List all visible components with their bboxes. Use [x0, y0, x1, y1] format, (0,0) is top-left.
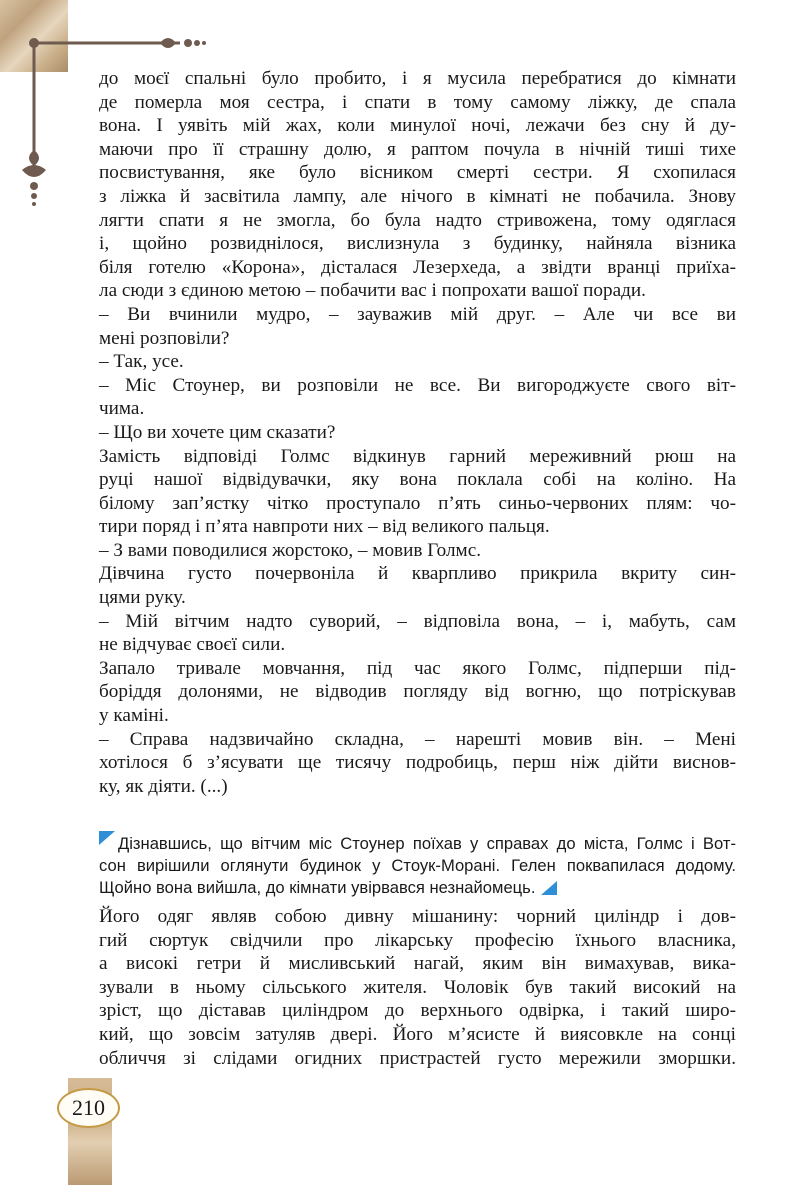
- paragraph-line: – Міс Стоунер, ви розповіли не все. Ви вигороджуєте свого віт-: [99, 374, 736, 396]
- paragraph-line: гий сюртук свідчили про лікарську професію їхнього власника,: [99, 929, 736, 951]
- paragraph-line: – З вами поводилися жорстоко, – мовив Голмс.: [99, 539, 482, 561]
- paragraph-line: не відчуває своєї сили.: [99, 634, 286, 656]
- page-number: 210: [57, 1088, 120, 1128]
- paragraph-line: до моєї спальні було пробито, і я мусила перебратися до кімнати: [99, 68, 736, 89]
- paragraph-line: з ліжка й засвітила лампу, але нічого в кімнаті не побачила. Знову: [99, 185, 736, 207]
- note-text: Щойно вона вийшла, до кімнати увірвався незнайомець.: [99, 878, 536, 897]
- paragraph-line: хотілося б з’ясувати ще тисячу подробиць, перш ніж дійти виснов-: [99, 752, 736, 774]
- paragraph-line: Запало тривале мовчання, під час якого Голмс, підперши під-: [99, 657, 736, 679]
- note-start-marker-icon: [99, 831, 115, 845]
- paragraph-line: посвистування, яке було вісником смерті сестри. Я схопилася: [99, 162, 736, 184]
- paragraph-line: лягти спати я не змогла, бо була надто стривожена, тому одяглася: [99, 209, 736, 231]
- paragraph-line: кий, що зовсім затуляв двері. Його м’ясисте й виясовкле на сонці: [99, 1023, 736, 1045]
- paragraph-line: – Справа надзвичайно складна, – нарешті мовив він. – Мені: [99, 728, 736, 750]
- continuation-text: [99, 905, 736, 1070]
- paragraph-line: зували в ньому сільського жителя. Чоловік був такий високий на: [99, 976, 736, 998]
- paragraph-line: – Мій вітчим надто суворий, – відповіла вона, – і, мабуть, сам: [99, 610, 736, 632]
- paragraph-line: руці нашої відвідувачки, яку вона поклала собі на коліно. На: [99, 469, 736, 491]
- paragraph-line: ку, як діяти. (...): [99, 775, 228, 797]
- paragraph-line: Дівчина густо почервоніла й кваpпливо прикрила вкриту син-: [99, 563, 736, 585]
- summary-note: [99, 831, 736, 899]
- paragraph-line: маючи про її страшну долю, я раптом почула в нічній тиші тихе: [99, 138, 736, 160]
- paragraph-line: біля готелю «Корона», дісталася Лезерхеда, а звідти вранці приїха-: [99, 256, 736, 278]
- paragraph-line: – Так, усе.: [99, 351, 184, 373]
- note-line: [99, 831, 736, 855]
- paragraph-line: Його одяг являв собою дивну мішанину: чорний циліндр і дов-: [99, 906, 736, 927]
- paragraph-line: обличчя зі слідами огидних пристрастей густо мережили зморшки.: [99, 1047, 736, 1069]
- paragraph-line: мені розповіли?: [99, 327, 230, 349]
- note-end-marker-icon: [541, 881, 557, 895]
- paragraph-line: вона. І уявіть мій жах, коли минулої ночі, лежачи без сну й ду-: [99, 115, 736, 137]
- paragraph-line: – Що ви хочете цим сказати?: [99, 421, 336, 443]
- note-text: Дізнавшись, що вітчим міс Стоунер поїхав у справах до міста, Голмс і Вот-: [118, 834, 736, 853]
- paragraph-line: боріддя долонями, не відводив погляду від вогню, що потріскував: [99, 681, 736, 703]
- paragraph-line: а високі гетри й мисливський нагай, яким він вимахував, вика-: [99, 953, 736, 975]
- paragraph-line: і, щойно розвиднілося, вислизнула з будинку, найняла візника: [99, 233, 736, 255]
- note-line: сон вирішили оглянути будинок у Стоук-Морані. Гелен поквапилася додому.: [99, 856, 736, 875]
- paragraph-line: Замість відповіді Голмс відкинув гарний мереживний рюш на: [99, 445, 736, 467]
- paragraph-line: цями руку.: [99, 587, 186, 609]
- paragraph-line: ла сюди з єдиною метою – побачити вас і попрохати вашої поради.: [99, 280, 646, 302]
- paragraph-line: у каміні.: [99, 705, 169, 727]
- paragraph-line: – Ви вчинили мудро, – зауважив мій друг. – Але чи все ви: [99, 303, 736, 325]
- note-line: [99, 877, 736, 899]
- paragraph-line: тири поряд і п’ята навпроти них – від великого пальця.: [99, 516, 550, 538]
- body-text: [99, 67, 736, 798]
- paragraph-line: білому зап’ястку чітко проступало п’ять синьо-червоних плям: чо-: [99, 492, 736, 514]
- paragraph-line: де померла моя сестра, і спати в тому самому ліжку, де спала: [99, 91, 736, 113]
- paragraph-line: чима.: [99, 398, 145, 420]
- paragraph-line: зріст, що діставав циліндром до верхнього одвірка, і такий широ-: [99, 1000, 736, 1022]
